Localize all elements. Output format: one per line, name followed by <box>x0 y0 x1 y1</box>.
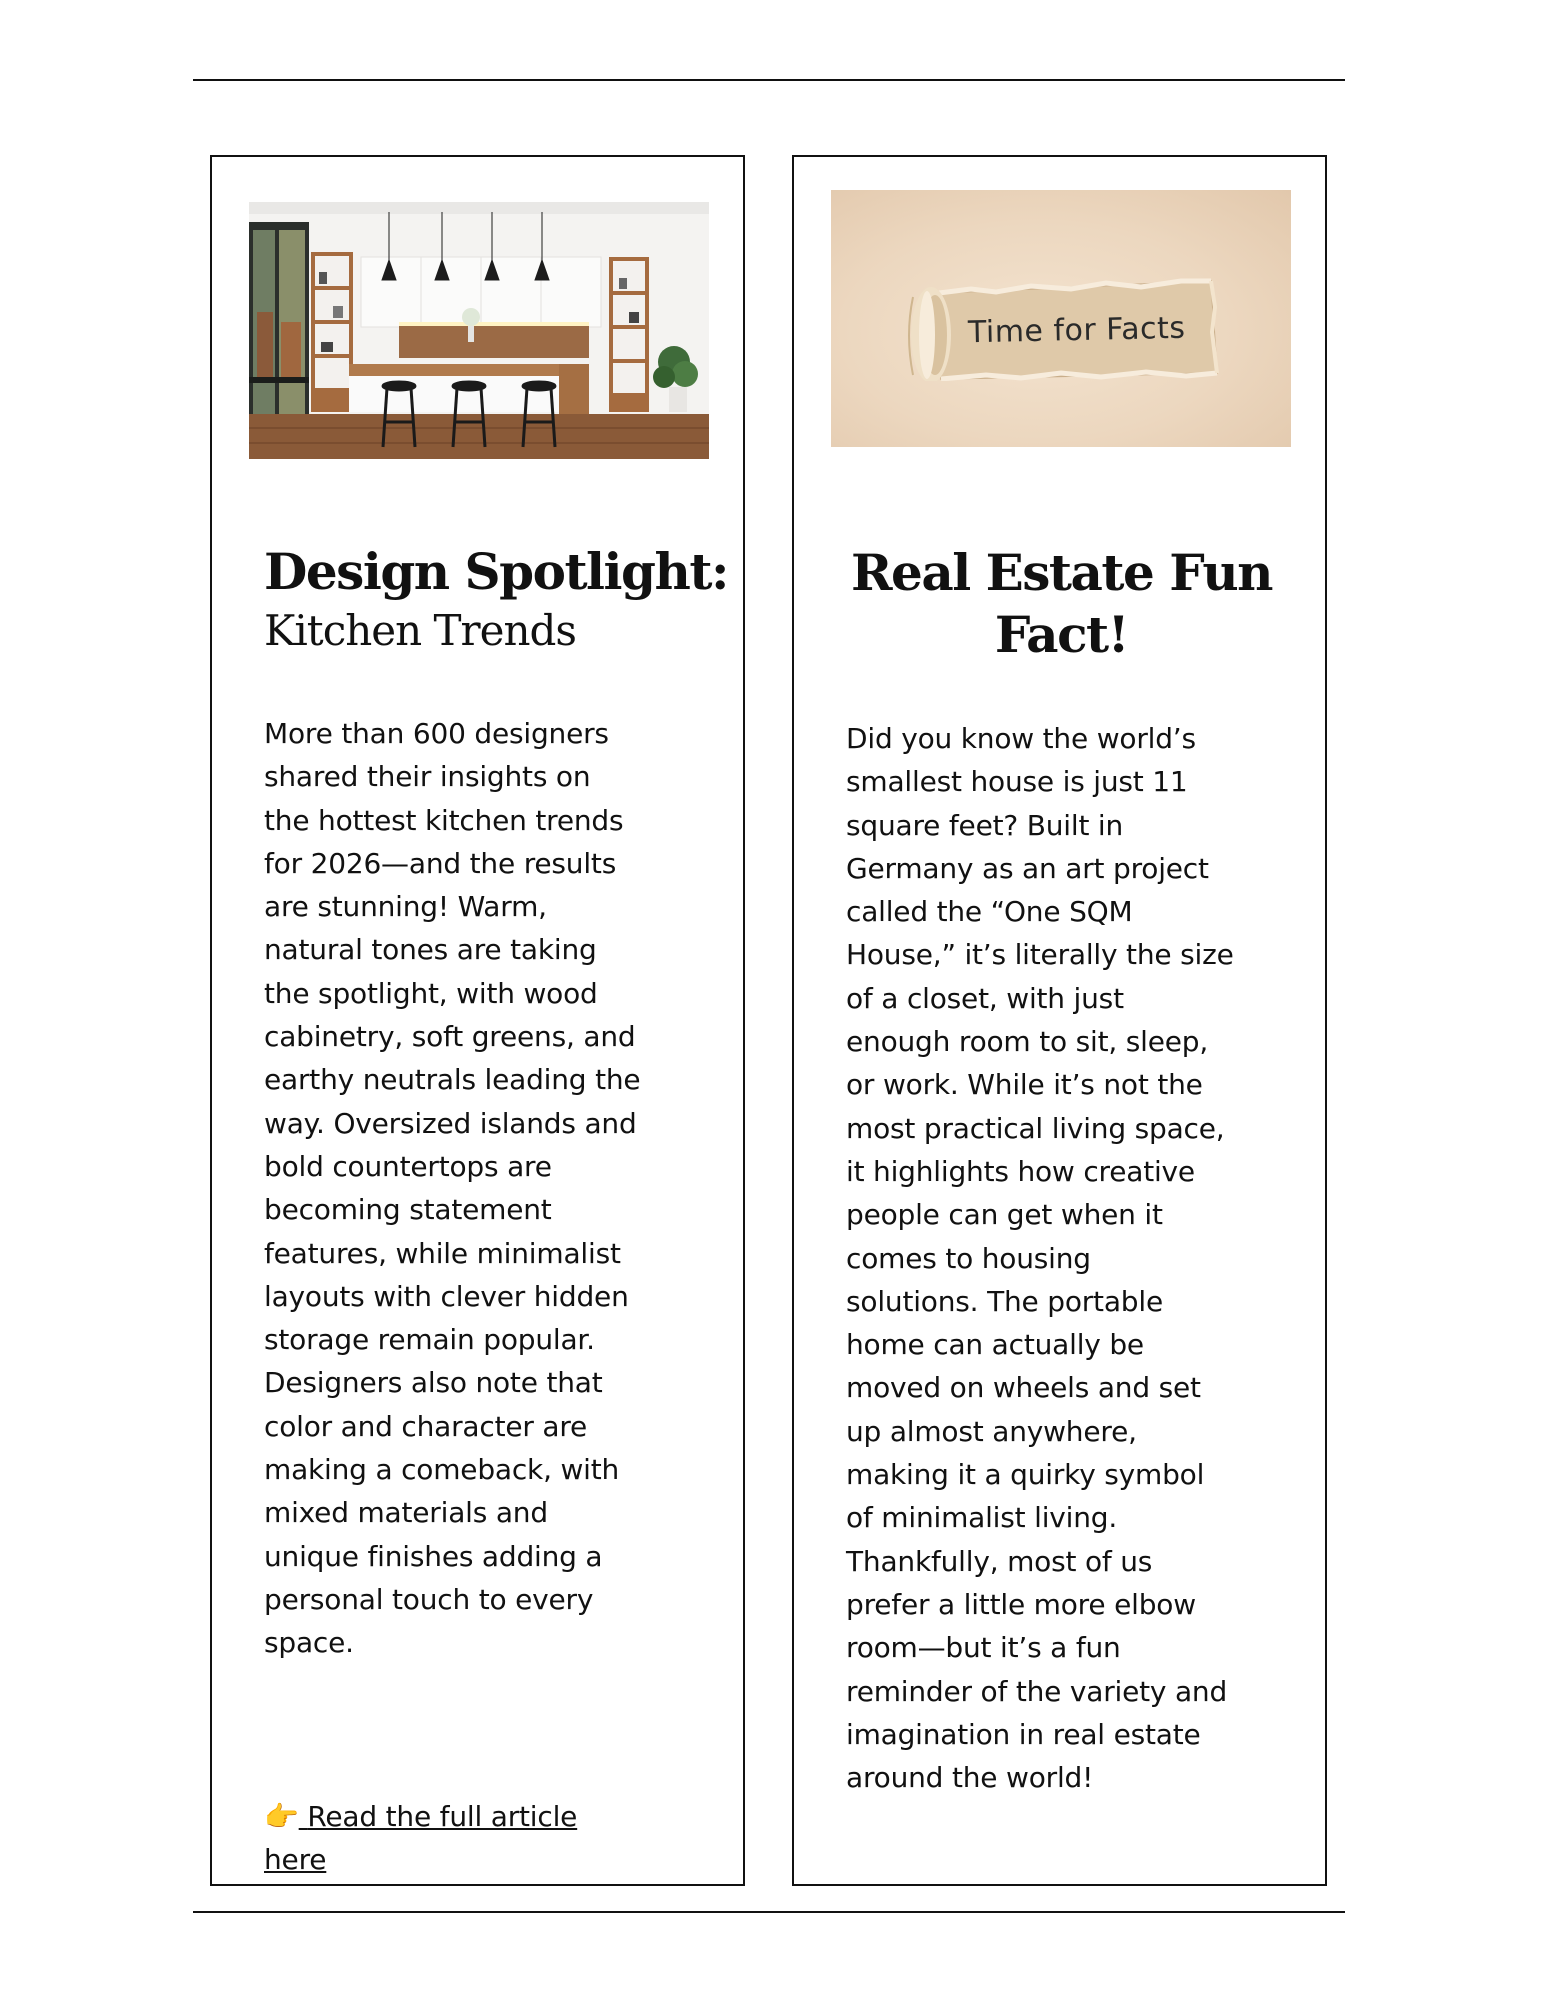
read-full-article-label: Read the full article here <box>264 1800 578 1877</box>
bottom-divider <box>193 1911 1345 1913</box>
kitchen-trends-subtitle: Kitchen Trends <box>264 606 576 655</box>
time-for-facts-text: Time for Facts <box>967 310 1186 351</box>
pointing-hand-icon: 👉 <box>264 1800 299 1833</box>
time-for-facts-photo <box>831 190 1291 447</box>
top-divider <box>193 79 1345 81</box>
fun-fact-body: Did you know the world’s smallest house is just 11 square feet? Built in Germany as an art project called the “One SQM House,” it’s literally the size of a closet, with just enough room to sit, sleep, or work. While it’s not the most practical living space, it highlights how creative people can get when it comes to housing solutions. The portable home can actually be moved on wheels and set up almost anywhere, making it a quirky symbol of minimalist living. Thankfully, most of us prefer a little more elbow room—but it’s a fun reminder of the variety and imagination in real estate around the world! <box>846 722 1234 1795</box>
kitchen-photo <box>249 202 709 459</box>
fun-fact-title: Real Estate Fun Fact! <box>850 543 1273 664</box>
fun-fact-card <box>792 155 1327 1886</box>
design-spotlight-title: Design Spotlight: <box>264 542 728 601</box>
kitchen-illustration <box>249 202 709 459</box>
read-full-article-link[interactable] <box>264 1795 684 1882</box>
design-spotlight-body: More than 600 designers shared their insights on the hottest kitchen trends for 2026—and the results are stunning! Warm, natural tones are taking the spotlight, with wood cabinetry, soft greens, and earthy neutrals leading the way. Oversized islands and bold countertops are becoming statement features, while minimalist layouts with clever hidden storage remain popular. Designers also note that color and character are making a comeback, with mixed materials and unique finishes adding a personal touch to every space. <box>264 717 641 1660</box>
design-spotlight-card <box>210 155 745 1886</box>
